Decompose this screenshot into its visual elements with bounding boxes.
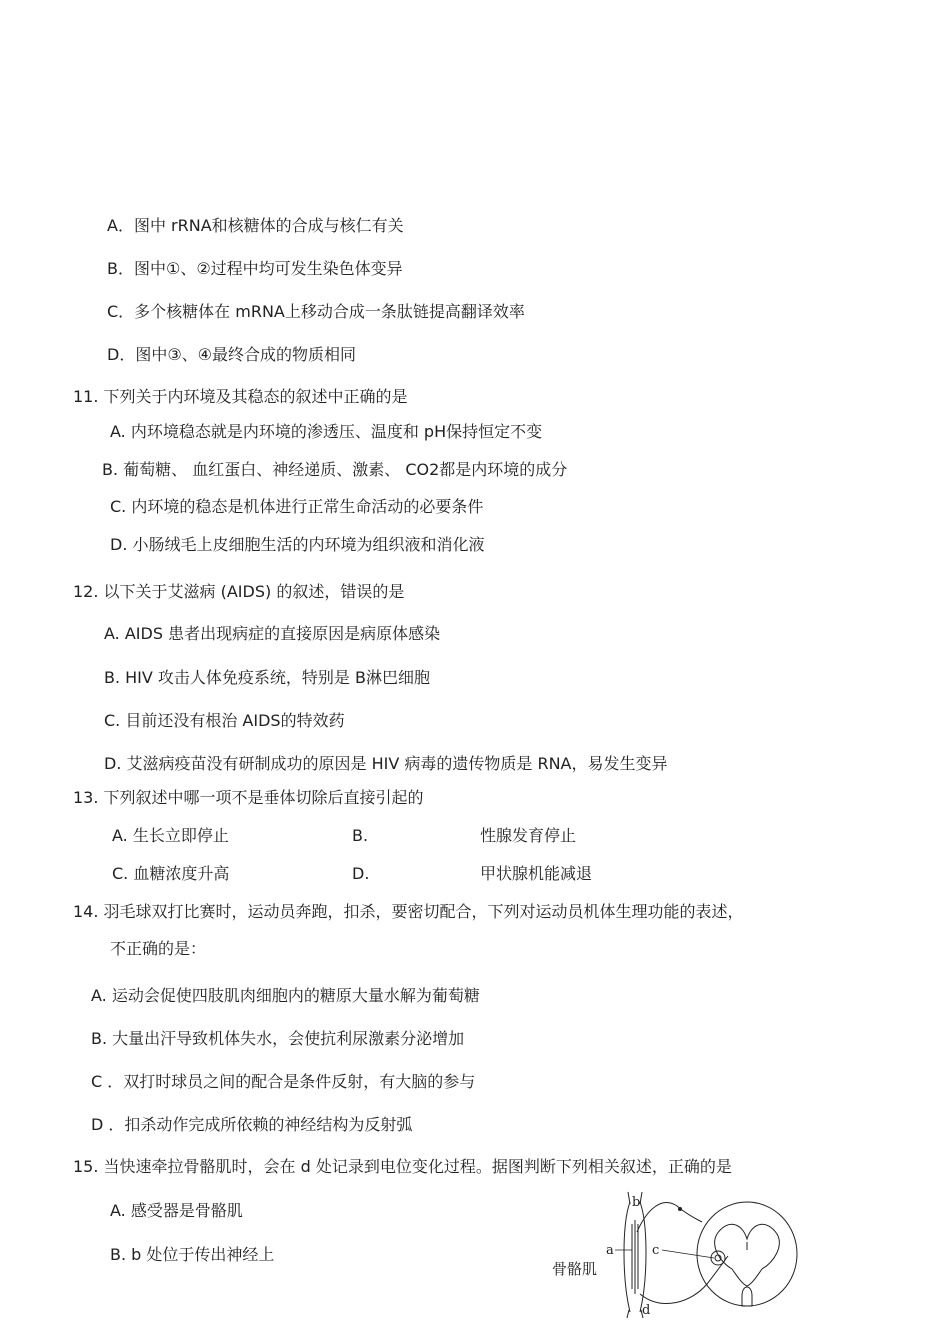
q14-stem-line2: 不正确的是：: [110, 939, 207, 958]
q12-option-b: B. HIV 攻击人体免疫系统，特别是 B淋巴细胞: [104, 668, 430, 687]
q11-option-d: D. 小肠绒毛上皮细胞生活的内环境为组织液和消化液: [110, 535, 485, 554]
q12-stem: 12. 以下关于艾滋病 (AIDS) 的叙述，错误的是: [73, 582, 405, 601]
label-d: d: [642, 1303, 651, 1318]
q15-stem: 15. 当快速牵拉骨骼肌时，会在 d 处记录到电位变化过程。据图判断下列相关叙述，正确的是: [73, 1157, 732, 1176]
q13-option-d-letter: D.: [352, 864, 370, 883]
q13-option-a: A. 生长立即停止: [112, 826, 229, 845]
q14-option-c: C ．双打时球员之间的配合是条件反射，有大脑的参与: [91, 1072, 476, 1091]
q12-option-c: C. 目前还没有根治 AIDS的特效药: [104, 711, 345, 730]
q13-option-d: 甲状腺机能减退: [480, 864, 593, 883]
label-c-pointer: [662, 1250, 714, 1258]
q13-option-b: 性腺发育停止: [480, 826, 577, 845]
q10-option-c: C．多个核糖体在 mRNA上移动合成一条肽链提高翻译效率: [107, 302, 525, 321]
label-a: a: [606, 1243, 614, 1258]
label-b: b: [632, 1195, 641, 1210]
q13-stem: 13. 下列叙述中哪一项不是垂体切除后直接引起的: [73, 788, 424, 807]
q10-option-d: D．图中③、④最终合成的物质相同: [107, 345, 357, 364]
skeletal-muscle-icon: [624, 1192, 646, 1318]
efferent-nerve: [640, 1256, 728, 1303]
spinal-cord-icon: [697, 1202, 797, 1306]
label-muscle: 骨骼肌: [552, 1260, 598, 1278]
q13-option-b-letter: B.: [352, 826, 369, 845]
q11-stem: 11. 下列关于内环境及其稳态的叙述中正确的是: [73, 387, 408, 406]
q11-option-a: A. 内环境稳态就是内环境的渗透压、温度和 pH保持恒定不变: [110, 422, 543, 441]
q11-option-c: C. 内环境的稳态是机体进行正常生命活动的必要条件: [110, 497, 484, 516]
q11-option-b: B. 葡萄糖、 血红蛋白、神经递质、激素、 CO2都是内环境的成分: [102, 460, 568, 479]
q14-option-a: A. 运动会促使四肢肌肉细胞内的糖原大量水解为葡萄糖: [91, 986, 480, 1005]
reflex-arc-figure: [552, 1184, 806, 1318]
q15-option-a: A. 感受器是骨骼肌: [110, 1201, 243, 1220]
label-c: c: [652, 1243, 660, 1258]
q15-option-b: B. b 处位于传出神经上: [110, 1245, 275, 1264]
ganglion-dot: [678, 1207, 682, 1211]
q12-option-d: D. 艾滋病疫苗没有研制成功的原因是 HIV 病毒的遗传物质是 RNA，易发生变异: [104, 754, 668, 773]
q10-option-a: A．图中 rRNA和核糖体的合成与核仁有关: [107, 216, 404, 235]
q14-option-b: B. 大量出汗导致机体失水，会使抗利尿激素分泌增加: [91, 1029, 465, 1048]
q14-option-d: D ．扣杀动作完成所依赖的神经结构为反射弧: [91, 1115, 413, 1134]
q14-stem-line1: 14. 羽毛球双打比赛时，运动员奔跑，扣杀，要密切配合，下列对运动员机体生理功能的表述，: [73, 902, 744, 921]
q10-option-b: B．图中①、②过程中均可发生染色体变异: [107, 259, 403, 278]
afferent-nerve: [637, 1203, 702, 1232]
q13-option-c: C. 血糖浓度升高: [112, 864, 230, 883]
q12-option-a: A. AIDS 患者出现病症的直接原因是病原体感染: [104, 624, 441, 643]
